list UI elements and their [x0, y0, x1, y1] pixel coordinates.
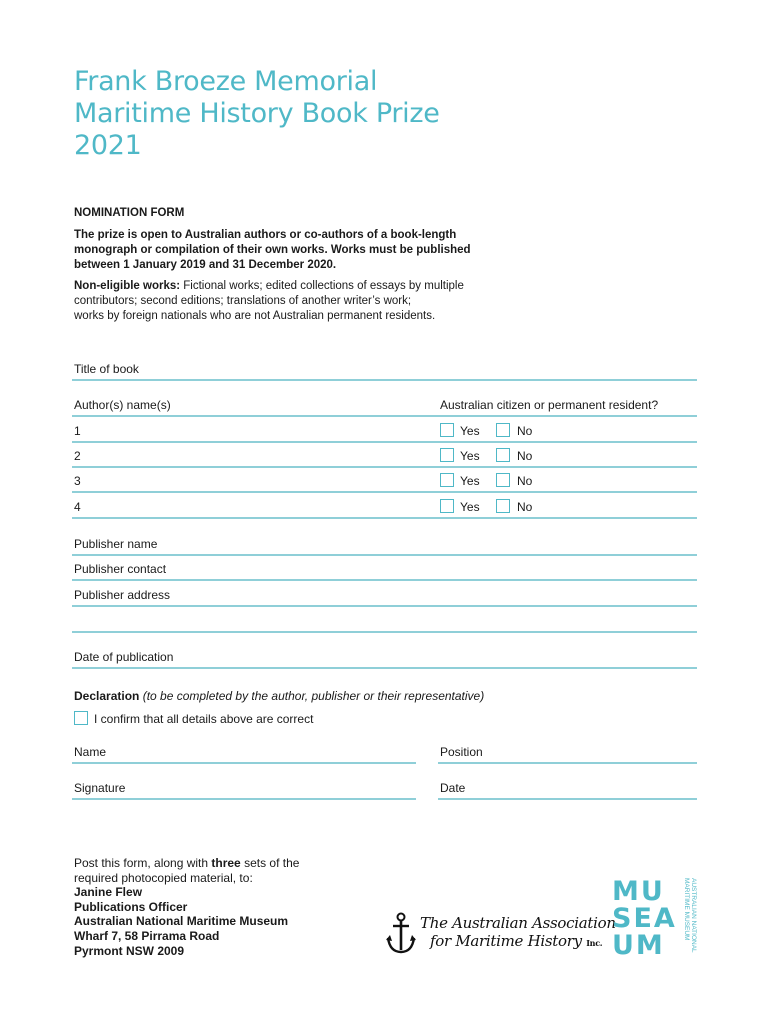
intro-text	[74, 228, 534, 273]
title-of-book-field[interactable]	[72, 379, 697, 381]
signature-label: Signature	[74, 781, 126, 795]
assoc-line-2: for Maritime History	[430, 932, 582, 950]
position-label: Position	[440, 745, 483, 759]
post-line-1b: three	[211, 856, 241, 870]
non-eligible-line-3: works by foreign nationals who are not Australian permanent residents.	[74, 310, 436, 322]
anchor-icon	[386, 912, 416, 956]
post-line-1a: Post this form, along with	[74, 856, 212, 870]
author-1-yes-label: Yes	[460, 424, 480, 438]
publisher-address-field-2[interactable]	[72, 631, 697, 633]
title-line-1: Frank Broeze Memorial	[74, 66, 378, 97]
position-field[interactable]	[438, 762, 697, 764]
author-number-1: 1	[74, 424, 81, 438]
author-2-no-checkbox[interactable]	[496, 448, 510, 462]
declaration-note: (to be completed by the author, publisher or their representative)	[139, 689, 485, 703]
title-line-2: Maritime History Book Prize	[74, 98, 440, 129]
name-field[interactable]	[72, 762, 416, 764]
author-4-no-checkbox[interactable]	[496, 499, 510, 513]
date-label: Date	[440, 781, 466, 795]
form-heading: NOMINATION FORM	[74, 207, 185, 219]
author-4-yes-checkbox[interactable]	[440, 499, 454, 513]
author-1-yes-checkbox[interactable]	[440, 423, 454, 437]
museum-row-1: MU	[612, 876, 665, 907]
declaration-label: Declaration	[74, 689, 140, 703]
address-city: Pyrmont NSW 2009	[74, 943, 185, 958]
author-2-yes-checkbox[interactable]	[440, 448, 454, 462]
author-2-yes-label: Yes	[460, 449, 480, 463]
page-title	[74, 66, 574, 162]
declaration-heading	[74, 689, 484, 703]
author-3-no-checkbox[interactable]	[496, 473, 510, 487]
aamh-logo	[386, 912, 616, 958]
intro-line-1: The prize is open to Australian authors or co-authors of a book-length	[74, 229, 457, 241]
author-4-no-label: No	[517, 500, 533, 514]
museum-row-3: UM	[612, 930, 665, 961]
author-1-field[interactable]	[72, 441, 697, 443]
confirm-checkbox[interactable]	[74, 711, 88, 725]
museum-side-2: MARITIME MUSEUM	[683, 878, 691, 941]
publisher-name-field[interactable]	[72, 554, 697, 556]
author-3-field[interactable]	[72, 491, 697, 493]
author-number-4: 4	[74, 500, 81, 514]
address-org: Australian National Maritime Museum	[74, 914, 289, 929]
museum-row-2: SEA	[612, 903, 677, 934]
title-line-3: 2021	[74, 130, 142, 161]
non-eligible-text	[74, 279, 534, 324]
museum-side-1: AUSTRALIAN NATIONAL	[690, 878, 697, 953]
address-name: Janine Flew	[74, 885, 143, 900]
non-eligible-line-2: contributors; second editions; translations of another writer’s work;	[74, 295, 412, 307]
museum-logo	[612, 876, 702, 961]
name-label: Name	[74, 745, 107, 759]
publisher-contact-field[interactable]	[72, 579, 697, 581]
date-of-publication-label: Date of publication	[74, 650, 174, 664]
publisher-address-label: Publisher address	[74, 588, 171, 602]
post-instructions	[74, 856, 374, 958]
author-4-yes-label: Yes	[460, 500, 480, 514]
assoc-inc: Inc.	[586, 938, 603, 948]
author-3-yes-checkbox[interactable]	[440, 473, 454, 487]
publisher-name-label: Publisher name	[74, 537, 158, 551]
author-number-3: 3	[74, 474, 81, 488]
author-3-no-label: No	[517, 474, 533, 488]
date-of-publication-field[interactable]	[72, 667, 697, 669]
address-role: Publications Officer	[74, 899, 188, 914]
non-eligible-label: Non-eligible works:	[74, 280, 181, 292]
date-field[interactable]	[438, 798, 697, 800]
intro-line-2: monograph or compilation of their own works. Works must be published	[74, 244, 471, 256]
signature-field[interactable]	[72, 798, 416, 800]
non-eligible-line-1: Fictional works; edited collections of essays by multiple	[180, 280, 464, 292]
intro-line-3: between 1 January 2019 and 31 December 2020.	[74, 259, 337, 271]
citizen-question-label: Australian citizen or permanent resident?	[440, 398, 659, 412]
author-3-yes-label: Yes	[460, 474, 480, 488]
author-2-field[interactable]	[72, 466, 697, 468]
publisher-address-field[interactable]	[72, 605, 697, 607]
authors-label: Author(s) name(s)	[74, 398, 171, 412]
post-line-1c: sets of the	[240, 856, 300, 870]
assoc-line-1: The Australian Association	[420, 914, 616, 932]
author-1-no-checkbox[interactable]	[496, 423, 510, 437]
author-1-no-label: No	[517, 424, 533, 438]
authors-header-rule	[72, 415, 697, 417]
address-street: Wharf 7, 58 Pirrama Road	[74, 928, 220, 943]
title-of-book-label: Title of book	[74, 362, 139, 376]
author-2-no-label: No	[517, 449, 533, 463]
post-line-2: required photocopied material, to:	[74, 870, 253, 885]
publisher-contact-label: Publisher contact	[74, 562, 167, 576]
confirm-label: I confirm that all details above are correct	[94, 712, 314, 726]
author-number-2: 2	[74, 449, 81, 463]
author-4-field[interactable]	[72, 517, 697, 519]
